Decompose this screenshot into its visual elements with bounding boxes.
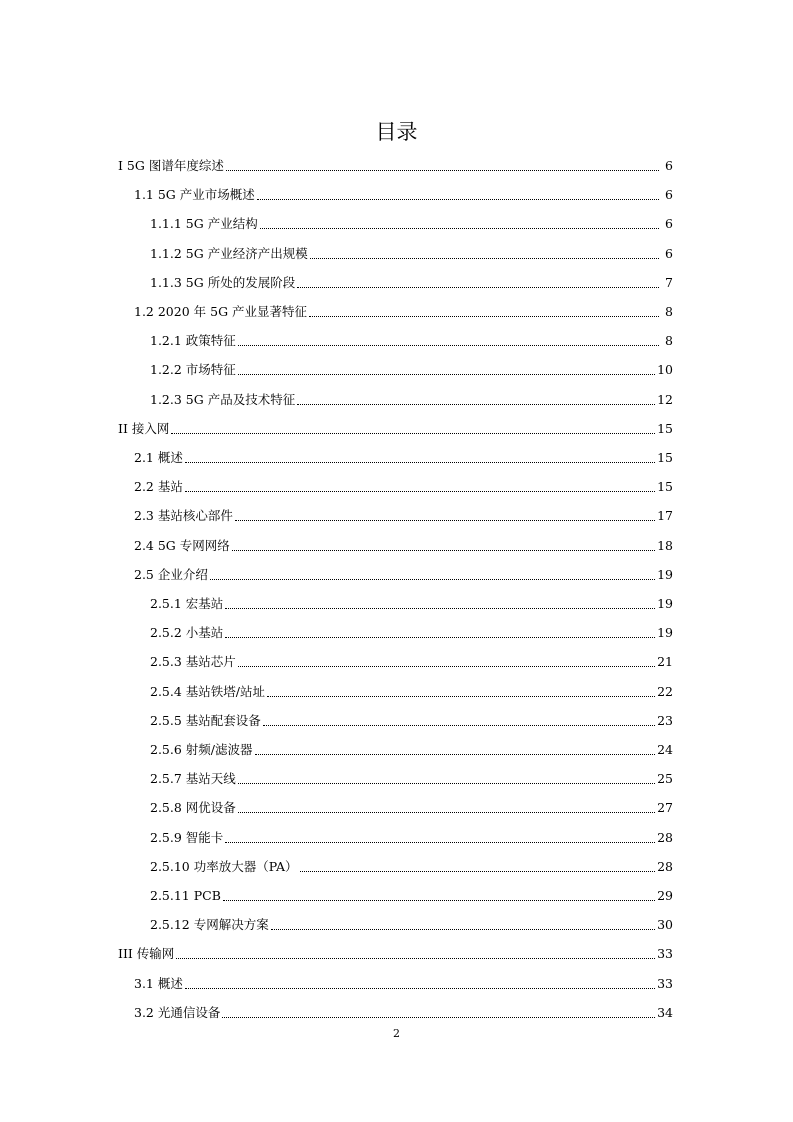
- toc-dot-leader: [232, 549, 655, 551]
- toc-entry[interactable]: [150, 592, 673, 612]
- toc-entry[interactable]: [150, 680, 673, 700]
- toc-dot-leader: [271, 928, 655, 930]
- toc-dot-leader: [238, 373, 655, 375]
- toc-dot-leader: [225, 636, 655, 638]
- toc-dot-leader: [222, 1016, 655, 1018]
- toc-entry[interactable]: [150, 767, 673, 787]
- toc-dot-leader: [185, 461, 655, 463]
- toc-entry-label: 3.1 概述: [134, 975, 183, 991]
- toc-entry-label: 1.2.1 政策特征: [150, 333, 236, 349]
- toc-entry-label: 1.1 5G 产业市场概述: [134, 187, 255, 203]
- toc-entry[interactable]: [134, 534, 673, 554]
- toc-dot-leader: [223, 899, 655, 901]
- toc-dot-leader: [225, 607, 655, 609]
- toc-dot-leader: [297, 403, 655, 405]
- toc-dot-leader: [257, 198, 659, 200]
- toc-entry-page: 17: [657, 508, 673, 524]
- toc-entry-label: 2.5.2 小基站: [150, 625, 224, 641]
- toc-dot-leader: [267, 695, 655, 697]
- toc-entry-page: 6: [665, 158, 673, 173]
- toc-dot-leader: [300, 870, 656, 872]
- toc-entry[interactable]: [118, 417, 673, 437]
- toc-entry-page: 21: [657, 654, 673, 670]
- toc-entry[interactable]: [150, 212, 673, 232]
- toc-entry[interactable]: [134, 504, 673, 524]
- toc-dot-leader: [297, 286, 659, 288]
- toc-entry-label: 2.5.4 基站铁塔/站址: [150, 683, 265, 699]
- toc-entry-page: 15: [657, 479, 673, 495]
- toc-entry-label: 2.2 基站: [134, 479, 183, 495]
- toc-entry-page: 19: [657, 596, 673, 611]
- toc-entry-page: 25: [657, 771, 673, 787]
- toc-entry-label: 1.1.3 5G 所处的发展阶段: [150, 274, 296, 290]
- toc-entry-page: 12: [657, 391, 673, 407]
- toc-entry-label: 2.5.9 智能卡: [150, 829, 224, 845]
- toc-entry-page: 15: [657, 420, 673, 436]
- toc-dot-leader: [226, 169, 659, 171]
- toc-entry[interactable]: [150, 913, 673, 933]
- toc-entry-page: 27: [657, 800, 673, 816]
- toc-entry-page: 28: [657, 858, 673, 874]
- toc-entry[interactable]: [150, 826, 673, 846]
- toc-dot-leader: [176, 957, 655, 959]
- toc-entry[interactable]: [150, 884, 673, 904]
- toc-entry[interactable]: [134, 446, 673, 466]
- toc-dot-leader: [185, 987, 655, 989]
- toc-entry[interactable]: [150, 358, 673, 378]
- toc-dot-leader: [238, 782, 655, 784]
- toc-entry-label: 2.5.11 PCB: [150, 888, 221, 903]
- toc-entry-page: 28: [657, 829, 673, 845]
- toc-entry-label: 3.2 光通信设备: [134, 1004, 221, 1020]
- toc-entry-label: 2.5.10 功率放大器（PA）: [150, 858, 298, 874]
- toc-entry-label: 2.3 基站核心部件: [134, 508, 233, 524]
- toc-entry-label: 2.5.8 网优设备: [150, 800, 236, 816]
- toc-entry[interactable]: [150, 796, 673, 816]
- toc-entry-page: 24: [657, 742, 673, 757]
- toc-dot-leader: [309, 315, 659, 317]
- toc-entry[interactable]: [150, 621, 673, 641]
- toc-entry-label: 1.1.2 5G 产业经济产出规模: [150, 245, 308, 261]
- toc-entry-page: 7: [665, 274, 673, 290]
- toc-entry[interactable]: [134, 563, 673, 583]
- toc-dot-leader: [185, 490, 655, 492]
- toc-entry[interactable]: [118, 942, 673, 962]
- toc-dot-leader: [225, 841, 655, 843]
- toc-dot-leader: [238, 665, 655, 667]
- toc-entry[interactable]: [150, 271, 673, 291]
- toc-entry[interactable]: [134, 300, 673, 320]
- toc-entry-page: 8: [665, 304, 673, 319]
- toc-entry-label: 1.2.3 5G 产品及技术特征: [150, 391, 296, 407]
- toc-entry[interactable]: [150, 709, 673, 729]
- toc-entry-label: II 接入网: [118, 420, 170, 436]
- toc-entry-label: 2.1 概述: [134, 450, 183, 465]
- toc-entry[interactable]: [150, 855, 673, 875]
- toc-entry-page: 33: [657, 975, 673, 991]
- toc-dot-leader: [255, 753, 656, 755]
- toc-entry-label: 1.2.2 市场特征: [150, 362, 236, 378]
- toc-entry-page: 34: [657, 1004, 673, 1020]
- toc-dot-leader: [235, 519, 655, 521]
- toc-dot-leader: [260, 227, 659, 229]
- toc-entry-label: 2.5.3 基站芯片: [150, 654, 236, 670]
- toc-entry-label: 2.5.1 宏基站: [150, 596, 224, 611]
- toc-entry-label: 2.5.5 基站配套设备: [150, 712, 261, 728]
- toc-entry-label: 2.5.6 射频/滤波器: [150, 742, 253, 757]
- toc-entry-page: 6: [665, 187, 673, 203]
- toc-dot-leader: [238, 344, 659, 346]
- toc-entry[interactable]: [118, 154, 673, 174]
- toc-entry[interactable]: [150, 329, 673, 349]
- toc-entry[interactable]: [134, 972, 673, 992]
- toc-entry-page: 29: [657, 888, 673, 903]
- toc-entry-page: 15: [657, 450, 673, 465]
- toc-entry-page: 18: [657, 537, 673, 553]
- toc-entry[interactable]: [150, 242, 673, 262]
- toc-entry-label: 2.5.7 基站天线: [150, 771, 236, 787]
- toc-entry[interactable]: [134, 183, 673, 203]
- toc-entry[interactable]: [134, 475, 673, 495]
- toc-entry[interactable]: [134, 1001, 673, 1021]
- toc-entry-label: I 5G 图谱年度综述: [118, 158, 224, 173]
- toc-entry[interactable]: [150, 650, 673, 670]
- toc-dot-leader: [238, 811, 655, 813]
- toc-entry-page: 6: [665, 216, 673, 232]
- toc-dot-leader: [310, 257, 659, 259]
- toc-entry-page: 10: [657, 362, 673, 378]
- toc-dot-leader: [263, 724, 655, 726]
- toc-entry-page: 33: [657, 946, 673, 962]
- toc-entry[interactable]: [150, 388, 673, 408]
- toc-entry-page: 30: [657, 917, 673, 933]
- toc-entry-label: 2.4 5G 专网网络: [134, 537, 230, 553]
- toc-dot-leader: [171, 432, 655, 434]
- toc-entry-page: 23: [657, 712, 673, 728]
- toc-entry-page: 19: [657, 566, 673, 582]
- toc-entry-label: III 传输网: [118, 946, 175, 962]
- toc-entry-label: 2.5.12 专网解决方案: [150, 917, 269, 933]
- toc-entry-page: 22: [657, 683, 673, 699]
- toc-entry-page: 8: [665, 333, 673, 349]
- toc-dot-leader: [210, 578, 655, 580]
- toc-entry-page: 6: [665, 245, 673, 261]
- toc-entry[interactable]: [150, 738, 673, 758]
- page-title: 目录: [375, 120, 418, 144]
- toc-entry-label: 1.2 2020 年 5G 产业显著特征: [134, 304, 308, 319]
- toc-entry-label: 2.5 企业介绍: [134, 566, 208, 582]
- page-number: 2: [393, 1027, 400, 1040]
- toc-entry-page: 19: [657, 625, 673, 641]
- toc-entry-label: 1.1.1 5G 产业结构: [150, 216, 258, 232]
